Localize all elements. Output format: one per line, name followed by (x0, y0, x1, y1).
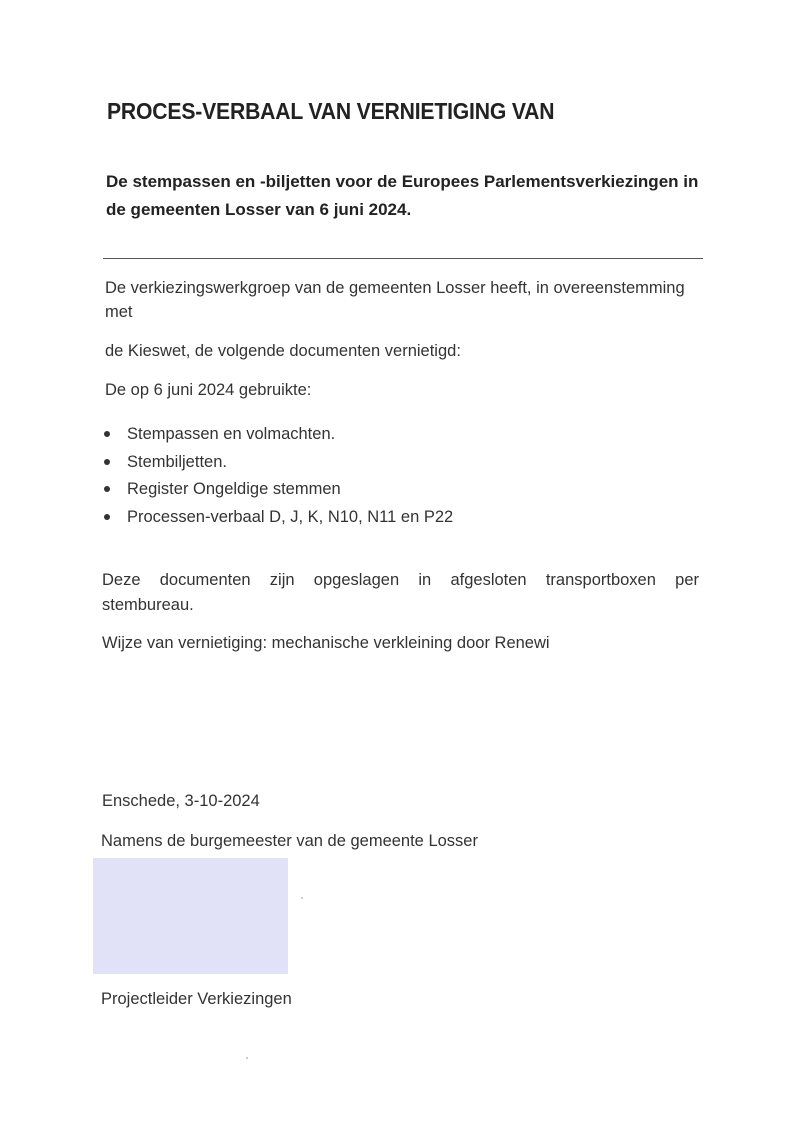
bullet-icon (104, 459, 110, 465)
on-behalf-line: Namens de burgemeester van de gemeente Losser (101, 832, 478, 850)
kieswet-paragraph: de Kieswet, de volgende documenten vernietigd: (105, 342, 461, 360)
redacted-signature (93, 858, 288, 974)
list-item (103, 450, 453, 478)
place-date: Enschede, 3-10-2024 (102, 792, 260, 810)
signatory-role: Projectleider Verkiezingen (101, 990, 292, 1008)
storage-paragraph-line-2: stembureau. (102, 596, 194, 614)
horizontal-divider (103, 258, 703, 259)
list-item (103, 477, 453, 505)
storage-paragraph (102, 568, 699, 618)
storage-paragraph-line-1: Deze documenten zijn opgeslagen in afgesloten transportboxen per (102, 571, 699, 589)
list-item-label: Processen-verbaal D, J, K, N10, N11 en P22 (127, 507, 454, 526)
list-item-label: Register Ongeldige stemmen (127, 480, 341, 498)
used-documents-heading: De op 6 juni 2024 gebruikte: (105, 381, 312, 399)
destruction-method: Wijze van vernietiging: mechanische verkleining door Renewi (102, 634, 550, 652)
bullet-icon (104, 486, 110, 492)
list-item (103, 505, 453, 533)
scan-speck (246, 1057, 248, 1059)
intro-paragraph: De verkiezingswerkgroep van de gemeenten Losser heeft, in overeenstemming met (105, 279, 685, 321)
document-title: PROCES-VERBAAL VAN VERNIETIGING VAN (107, 98, 555, 124)
list-item-label: Stempassen en volmachten. (127, 425, 336, 443)
list-item-label: Stembiljetten. (127, 452, 227, 471)
bullet-icon (104, 514, 110, 520)
list-item (103, 422, 453, 450)
document-subtitle: De stempassen en -biljetten voor de Europees Parlementsverkiezingen in de gemeenten Losser van 6 juni 2024. (106, 172, 699, 219)
bullet-icon (104, 431, 110, 437)
destroyed-documents-list (103, 422, 453, 532)
scan-speck (301, 897, 303, 899)
